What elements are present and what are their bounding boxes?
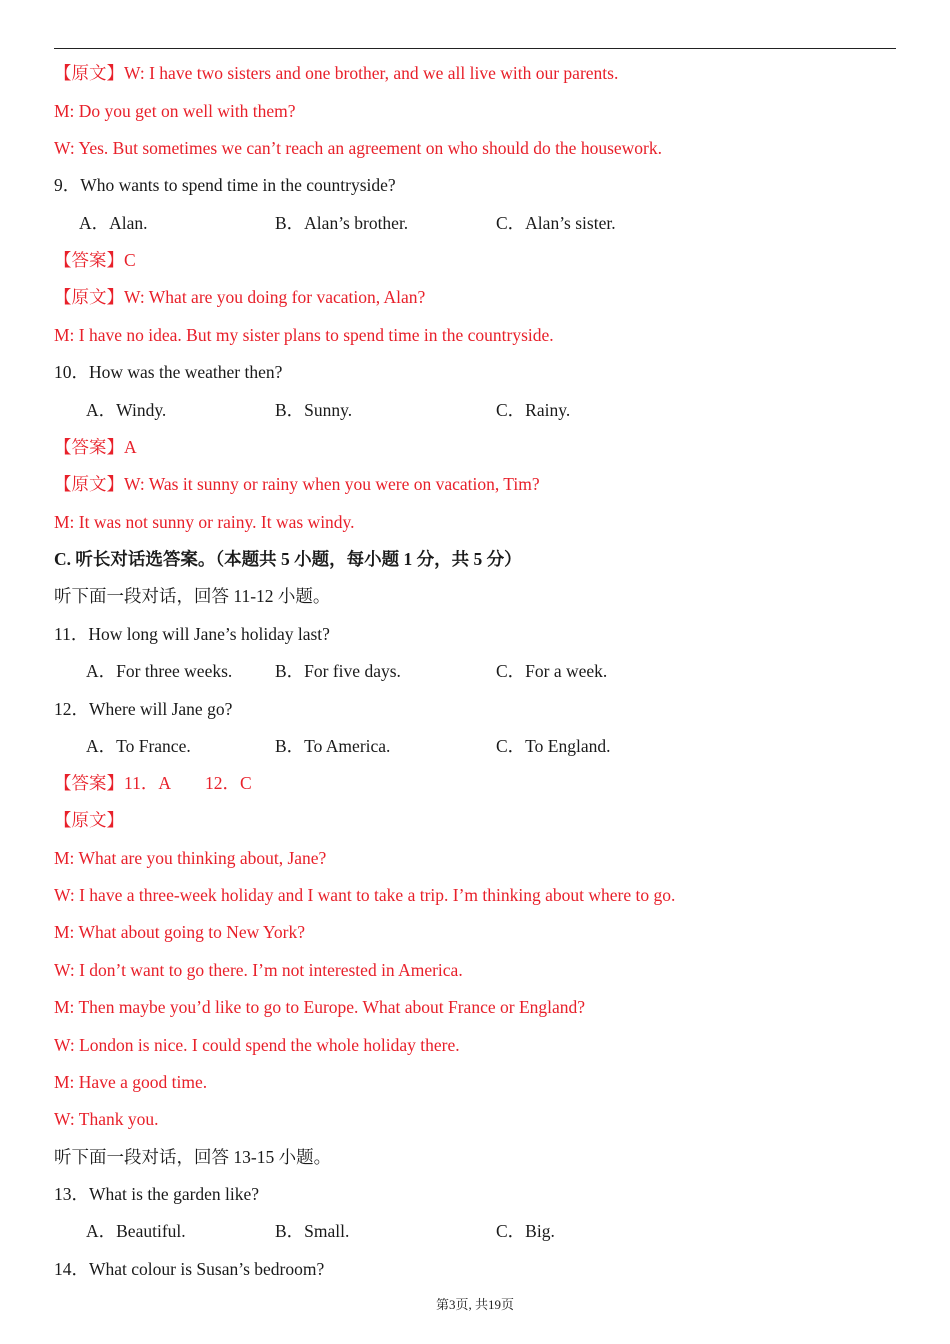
q11-option-a: A．For three weeks.	[86, 661, 233, 681]
header-rule	[54, 48, 896, 49]
transcript-line: M: What about going to New York?	[54, 922, 305, 942]
q10-option-b: B．Sunny.	[275, 400, 353, 420]
transcript-line: M: Then maybe you’d like to go to Europe. What about France or England?	[54, 997, 586, 1017]
transcript-line: M: Have a good time.	[54, 1072, 208, 1092]
transcript-line: M: Do you get on well with them?	[54, 101, 296, 121]
q12-option-b: B．To America.	[275, 736, 391, 756]
transcript-line: W: London is nice. I could spend the whole holiday there.	[54, 1035, 460, 1055]
q9-option-c: C．Alan’s sister.	[496, 213, 616, 233]
transcript-line: M: I have no idea. But my sister plans to spend time in the countryside.	[54, 325, 554, 345]
q12-option-a: A．To France.	[86, 736, 191, 756]
q9-option-a: A．Alan.	[79, 213, 148, 233]
q9-option-b: B．Alan’s brother.	[275, 213, 409, 233]
transcript-line: 【原文】W: I have two sisters and one brother, and we all live with our parents.	[54, 63, 619, 83]
question-10: 10．How was the weather then?	[54, 362, 283, 382]
q10-option-c: C．Rainy.	[496, 400, 571, 420]
transcript-line: M: It was not sunny or rainy. It was windy.	[54, 512, 355, 532]
q10-answer: 【答案】A	[54, 437, 137, 457]
transcript-line: W: Yes. But sometimes we can’t reach an agreement on who should do the housework.	[54, 138, 662, 158]
q13-option-c: C．Big.	[496, 1221, 555, 1241]
section-intro: 听下面一段对话，回答 11-12 小题。	[54, 586, 331, 606]
transcript-line: W: I don’t want to go there. I’m not interested in America.	[54, 960, 463, 980]
answer-11-12: 【答案】11．A 12．C	[54, 773, 252, 793]
page-number: 第3页, 共19页	[435, 1297, 514, 1312]
transcript-line: W: I have a three-week holiday and I want to take a trip. I’m thinking about where to go.	[54, 885, 676, 905]
q13-option-a: A．Beautiful.	[86, 1221, 186, 1241]
question-11: 11．How long will Jane’s holiday last?	[54, 624, 330, 644]
transcript-label: 【原文】	[54, 810, 124, 830]
transcript-line: W: Thank you.	[54, 1109, 159, 1129]
transcript-line: M: What are you thinking about, Jane?	[54, 848, 327, 868]
q9-answer: 【答案】C	[54, 250, 136, 270]
q11-option-c: C．For a week.	[496, 661, 608, 681]
q10-option-a: A．Windy.	[86, 400, 167, 420]
question-9: 9．Who wants to spend time in the countryside?	[54, 175, 396, 195]
section-c-heading: C. 听长对话选答案。（本题共 5 小题，每小题 1 分，共 5 分）	[54, 549, 522, 569]
transcript-line: 【原文】W: What are you doing for vacation, Alan?	[54, 287, 426, 307]
question-14: 14．What colour is Susan’s bedroom?	[54, 1259, 325, 1279]
question-13: 13．What is the garden like?	[54, 1184, 260, 1204]
q13-option-b: B．Small.	[275, 1221, 350, 1241]
q12-option-c: C．To England.	[496, 736, 611, 756]
section-intro: 听下面一段对话，回答 13-15 小题。	[54, 1147, 332, 1167]
question-12: 12．Where will Jane go?	[54, 699, 233, 719]
transcript-line: 【原文】W: Was it sunny or rainy when you were on vacation, Tim?	[54, 474, 540, 494]
q11-option-b: B．For five days.	[275, 661, 401, 681]
